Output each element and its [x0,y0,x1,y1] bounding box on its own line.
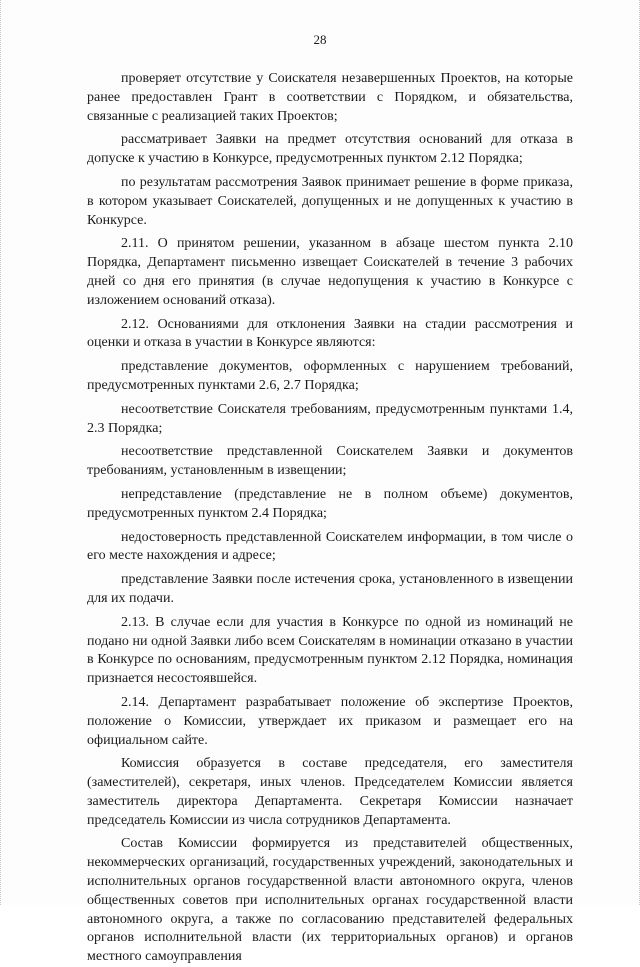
page-number: 28 [313,32,327,47]
paragraph: проверяет отсутствие у Соискателя незавершенных Проектов, на которые ранее предоставлен Грант в соответствии с Порядком, и обязательства, связанные с реализацией таких Проектов; [87,71,573,124]
paragraph: 2.11. О принятом решении, указанном в абзаце шестом пункта 2.10 Порядка, Департамент письменно извещает Соискателей в течение 3 рабочих дней со дня его принятия (в случае недопущения к участию в Конкурсе с изложением оснований отказа). [87,236,573,308]
paragraph: по результатам рассмотрения Заявок принимает решение в форме приказа, в котором указывает Соискателей, допущенных и не допущенных к участию в Конкурсе. [87,174,573,228]
paragraph: 2.14. Департамент разрабатывает положение об экспертизе Проектов, положение о Комиссии, утверждает их приказом и размещает его на официальном сайте. [87,694,573,748]
list-item: несоответствие Соискателя требованиям, предусмотренным пунктами 1.4, 2.3 Порядка; [87,401,573,436]
document-body [87,70,573,967]
list-item: представление документов, оформленных с нарушением требований, предусмотренных пунктами 2.6, 2.7 Порядка; [87,359,573,393]
list-item: недостоверность представленной Соискателем информации, в том числе о его месте нахождения и адресе; [87,529,573,564]
paragraph: Состав Комиссии формируется из представителей общественных, некоммерческих организаций, государственных учреждений, законодательных и исполнительных органов государственной власти автономного округа, членов общественных советов при исполнительных органах государственной власти автономного округа, а также по согласованию представителей федеральных органов исполнительной власти (их территориальных органов) и органов местного самоуправления [87,836,573,965]
list-item: непредставление (представление не в полном объеме) документов, предусмотренных пунктом 2.4 Порядка; [87,486,573,521]
list-item: представление Заявки после истечения срока, установленного в извещении для их подачи. [87,572,573,606]
list-item: несоответствие представленной Соискателем Заявки и документов требованиям, установленным в извещении; [87,444,573,479]
paragraph: Комиссия образуется в составе председателя, его заместителя (заместителей), секретаря, иных членов. Председателем Комиссии является заместитель директора Департамента. Секретаря Комиссии назначает председатель Комиссии из числа сотрудников Департамента. [87,756,573,828]
paragraph: 2.12. Основаниями для отклонения Заявки на стадии рассмотрения и оценки и отказа в участии в Конкурсе являются: [87,316,573,351]
paragraph: 2.13. В случае если для участия в Конкурсе по одной из номинаций не подано ни одной Заявки либо всем Соискателям в номинации отказано в участии в Конкурсе по основаниям, предусмотренным пунктом 2.12 Порядка, номинация признается несостоявшейся. [87,614,573,687]
paragraph: рассматривает Заявки на предмет отсутствия оснований для отказа в допуске к участию в Конкурсе, предусмотренных пунктом 2.12 Порядка; [87,132,573,167]
